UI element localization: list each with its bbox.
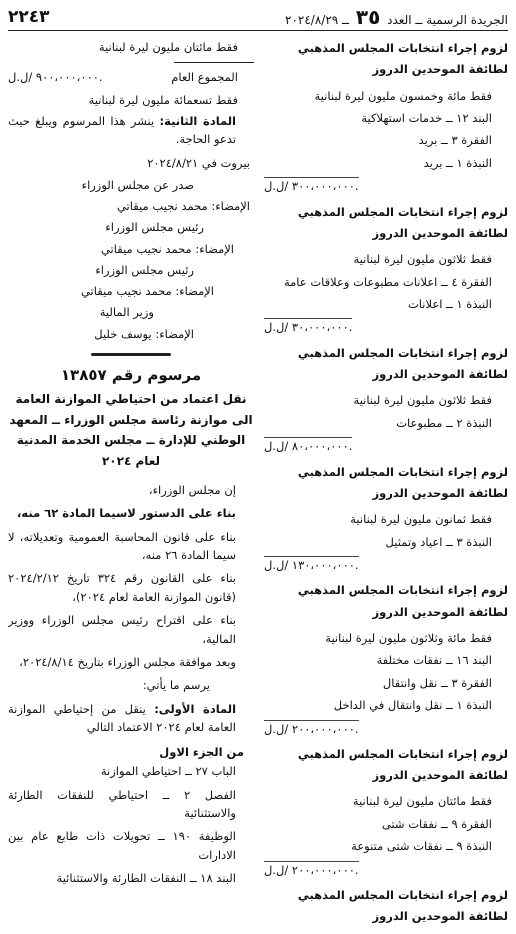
running-title [285, 4, 508, 30]
gazette-title: الجريدة الرسمية ــ العدد [387, 13, 508, 27]
block-line: البند ١٢ ــ خدمات استهلاكية [361, 110, 492, 125]
signature-1: الإمضاء: محمد نجيب ميقاتي [116, 199, 250, 213]
block-heading: لزوم إجراء انتخابات المجلس المذهبي لطائفة الموحدين الدروز [297, 41, 508, 77]
block-line: فقط مائة وثلاثون مليون ليرة لبنانية [325, 630, 492, 645]
budget-item: الوظيفة ١٩٠ ــ تحويلات ذات طابع عام بين الادارات [8, 829, 237, 862]
block-heading: لزوم إجراء انتخابات المجلس المذهبي لطائفة الموحدين الدروز [297, 583, 508, 619]
budget-block [260, 744, 508, 879]
budget-block [260, 38, 508, 196]
block-heading: لزوم إجراء انتخابات المجلس المذهبي لطائفة الموحدين الدروز [297, 888, 508, 924]
block-amount: ٨٠،٠٠٠،٠٠٠ /ل.ل. [264, 439, 353, 454]
block-heading: لزوم إجراء انتخابات المجلس المذهبي لطائفة الموحدين الدروز [297, 204, 508, 240]
preamble-item: بناء على قانون المحاسبة العمومية وتعديلاته، لا سيما المادة ٢٦ منه، [8, 529, 236, 563]
issue-date: ــ ٢٠٢٤/٨/٢٩ [285, 13, 350, 27]
preamble-intro: إن مجلس الوزراء، [148, 482, 236, 497]
article-two-label: المادة الثانية: [159, 113, 237, 128]
budget-block [260, 343, 508, 456]
block-line: النبذة ٣ ــ اعياد وتمثيل [385, 534, 492, 549]
divider-line [174, 62, 254, 63]
budget-block [260, 462, 508, 575]
grand-total-row [8, 67, 254, 89]
grand-total-label: المجموع العام [171, 70, 238, 85]
block-line: فقط ثلاثون مليون ليرة لبنانية [353, 252, 492, 267]
left-column [8, 36, 254, 930]
block-line: فقط ثمانون مليون ليرة لبنانية [350, 512, 492, 527]
block-line: فقط مائتان مليون ليرة لبنانية [352, 794, 492, 809]
block-line: فقط ثلاثون مليون ليرة لبنانية [353, 393, 492, 408]
article-two [8, 112, 254, 149]
block-amount: ٣٠،٠٠٠،٠٠٠ /ل.ل. [264, 320, 353, 335]
budget-block [260, 202, 508, 337]
finance-minister-title: وزير المالية [99, 305, 154, 320]
grand-total-words: فقط تسعمائة مليون ليرة لبنانية [88, 93, 238, 108]
block-line: الفقرة ٩ ــ نفقات شتى [381, 816, 492, 831]
issue-number: ٣٥ [355, 5, 381, 29]
part-heading: من الجزء الاول [159, 744, 244, 759]
page-header [8, 4, 508, 31]
page-number: ٢٢٤٣ [8, 6, 50, 27]
block-line: النبذة ١ ــ اعلانات [407, 296, 492, 311]
budget-item: البند ١٨ ــ النفقات الطارئة والاستثنائية [56, 871, 236, 886]
block-line: النبذة ١ ــ بريد [423, 155, 492, 170]
block-heading: لزوم إجراء انتخابات المجلس المذهبي لطائفة الموحدين الدروز [297, 746, 508, 783]
preamble-item: بناء على اقتراح رئيس مجلس الوزراء ووزير المالية، [8, 613, 236, 646]
budget-item: الفصل ٢ ــ احتياطي للنفقات الطارئة والاستثنائية [8, 787, 237, 821]
signature-3: الإمضاء: محمد نجيب ميقاتي [80, 284, 214, 299]
decree-title: مرسوم رقم ١٣٨٥٧ [60, 365, 202, 384]
block-line: النبذة ٢ ــ مطبوعات [396, 415, 492, 430]
decree-subtitle: نقل اعتماد من احتياطي الموازنة العامة الى موازنة رئاسة مجلس الوزراء ــ المعهد الوطني للإدارة ــ مجلس الخدمة المدنية لعام ٢٠٢٤ [9, 392, 253, 468]
block-heading: لزوم إجراء انتخابات المجلس المذهبي لطائفة الموحدين الدروز [297, 464, 508, 500]
block-line: البند ١٦ ــ نفقات مختلفة [376, 653, 492, 668]
block-amount: ٢٠٠،٠٠٠،٠٠٠ /ل.ل. [264, 721, 359, 736]
article-one-text: ينقل من إحتياطي الموازنة العامة لعام ٢٠٢٤ الاعتماد التالي [8, 701, 236, 735]
block-line: الفقرة ٤ ــ اعلانات مطبوعات وعلاقات عامة [283, 274, 492, 289]
article-one-label: المادة الأولى: [154, 701, 237, 716]
pm-title-2: رئيس مجلس الوزراء [95, 262, 194, 277]
preamble-item: بناء على القانون رقم ٣٢٤ تاريخ ٢٠٢٤/٢/١٢ (قانون الموازنة العامة لعام ٢٠٢٤)، [8, 571, 236, 604]
article-one [8, 700, 254, 737]
pm-title-1: رئيس مجلس الوزراء [105, 220, 204, 235]
decrees-statement: يرسم ما يأتي: [142, 678, 210, 693]
article-two-text: ينشر هذا المرسوم ويبلغ حيث تدعو الحاجة. [8, 113, 236, 147]
preamble-item: بناء على الدستور لاسيما المادة ٦٢ منه، [17, 506, 236, 521]
budget-block [260, 885, 508, 928]
block-amount: ١٣٠،٠٠٠،٠٠٠ /ل.ل. [264, 557, 359, 572]
block-amount: ٢٠٠،٠٠٠،٠٠٠ /ل.ل. [264, 862, 359, 877]
block-line: الفقرة ٣ ــ بريد [418, 133, 492, 148]
place-date: بيروت في ٢٠٢٤/٨/٢١ [147, 156, 250, 171]
block-line: الفقرة ٣ ــ نقل وانتقال [382, 675, 492, 690]
right-column [260, 36, 508, 930]
block-heading: لزوم إجراء انتخابات المجلس المذهبي لطائفة الموحدين الدروز [297, 345, 508, 382]
signature-4: الإمضاء: يوسف خليل [94, 326, 194, 341]
amount-in-words: فقط مائتان مليون ليرة لبنانية [98, 40, 238, 54]
grand-total-value: ٩٠٠،٠٠٠،٠٠٠ /ل.ل. [8, 70, 103, 85]
block-line: النبذة ١ ــ نقل وانتقال في الداخل [333, 698, 492, 713]
block-line: النبذة ٩ ــ نفقات شتى متنوعة [351, 839, 492, 854]
block-line: فقط مائة وخمسون مليون ليرة لبنانية [314, 88, 492, 103]
block-amount: ٣٠٠،٠٠٠،٠٠٠ /ل.ل. [264, 179, 359, 194]
preamble-item: وبعد موافقة مجلس الوزراء بتاريخ ٢٠٢٤/٨/١٤، [19, 655, 236, 670]
signature-2: الإمضاء: محمد نجيب ميقاتي [100, 241, 234, 256]
budget-block [260, 580, 508, 738]
budget-item: الباب ٢٧ ــ احتياطي الموازنة [100, 764, 236, 779]
section-divider [91, 353, 171, 356]
issued-by: صدر عن مجلس الوزراء [81, 177, 194, 192]
